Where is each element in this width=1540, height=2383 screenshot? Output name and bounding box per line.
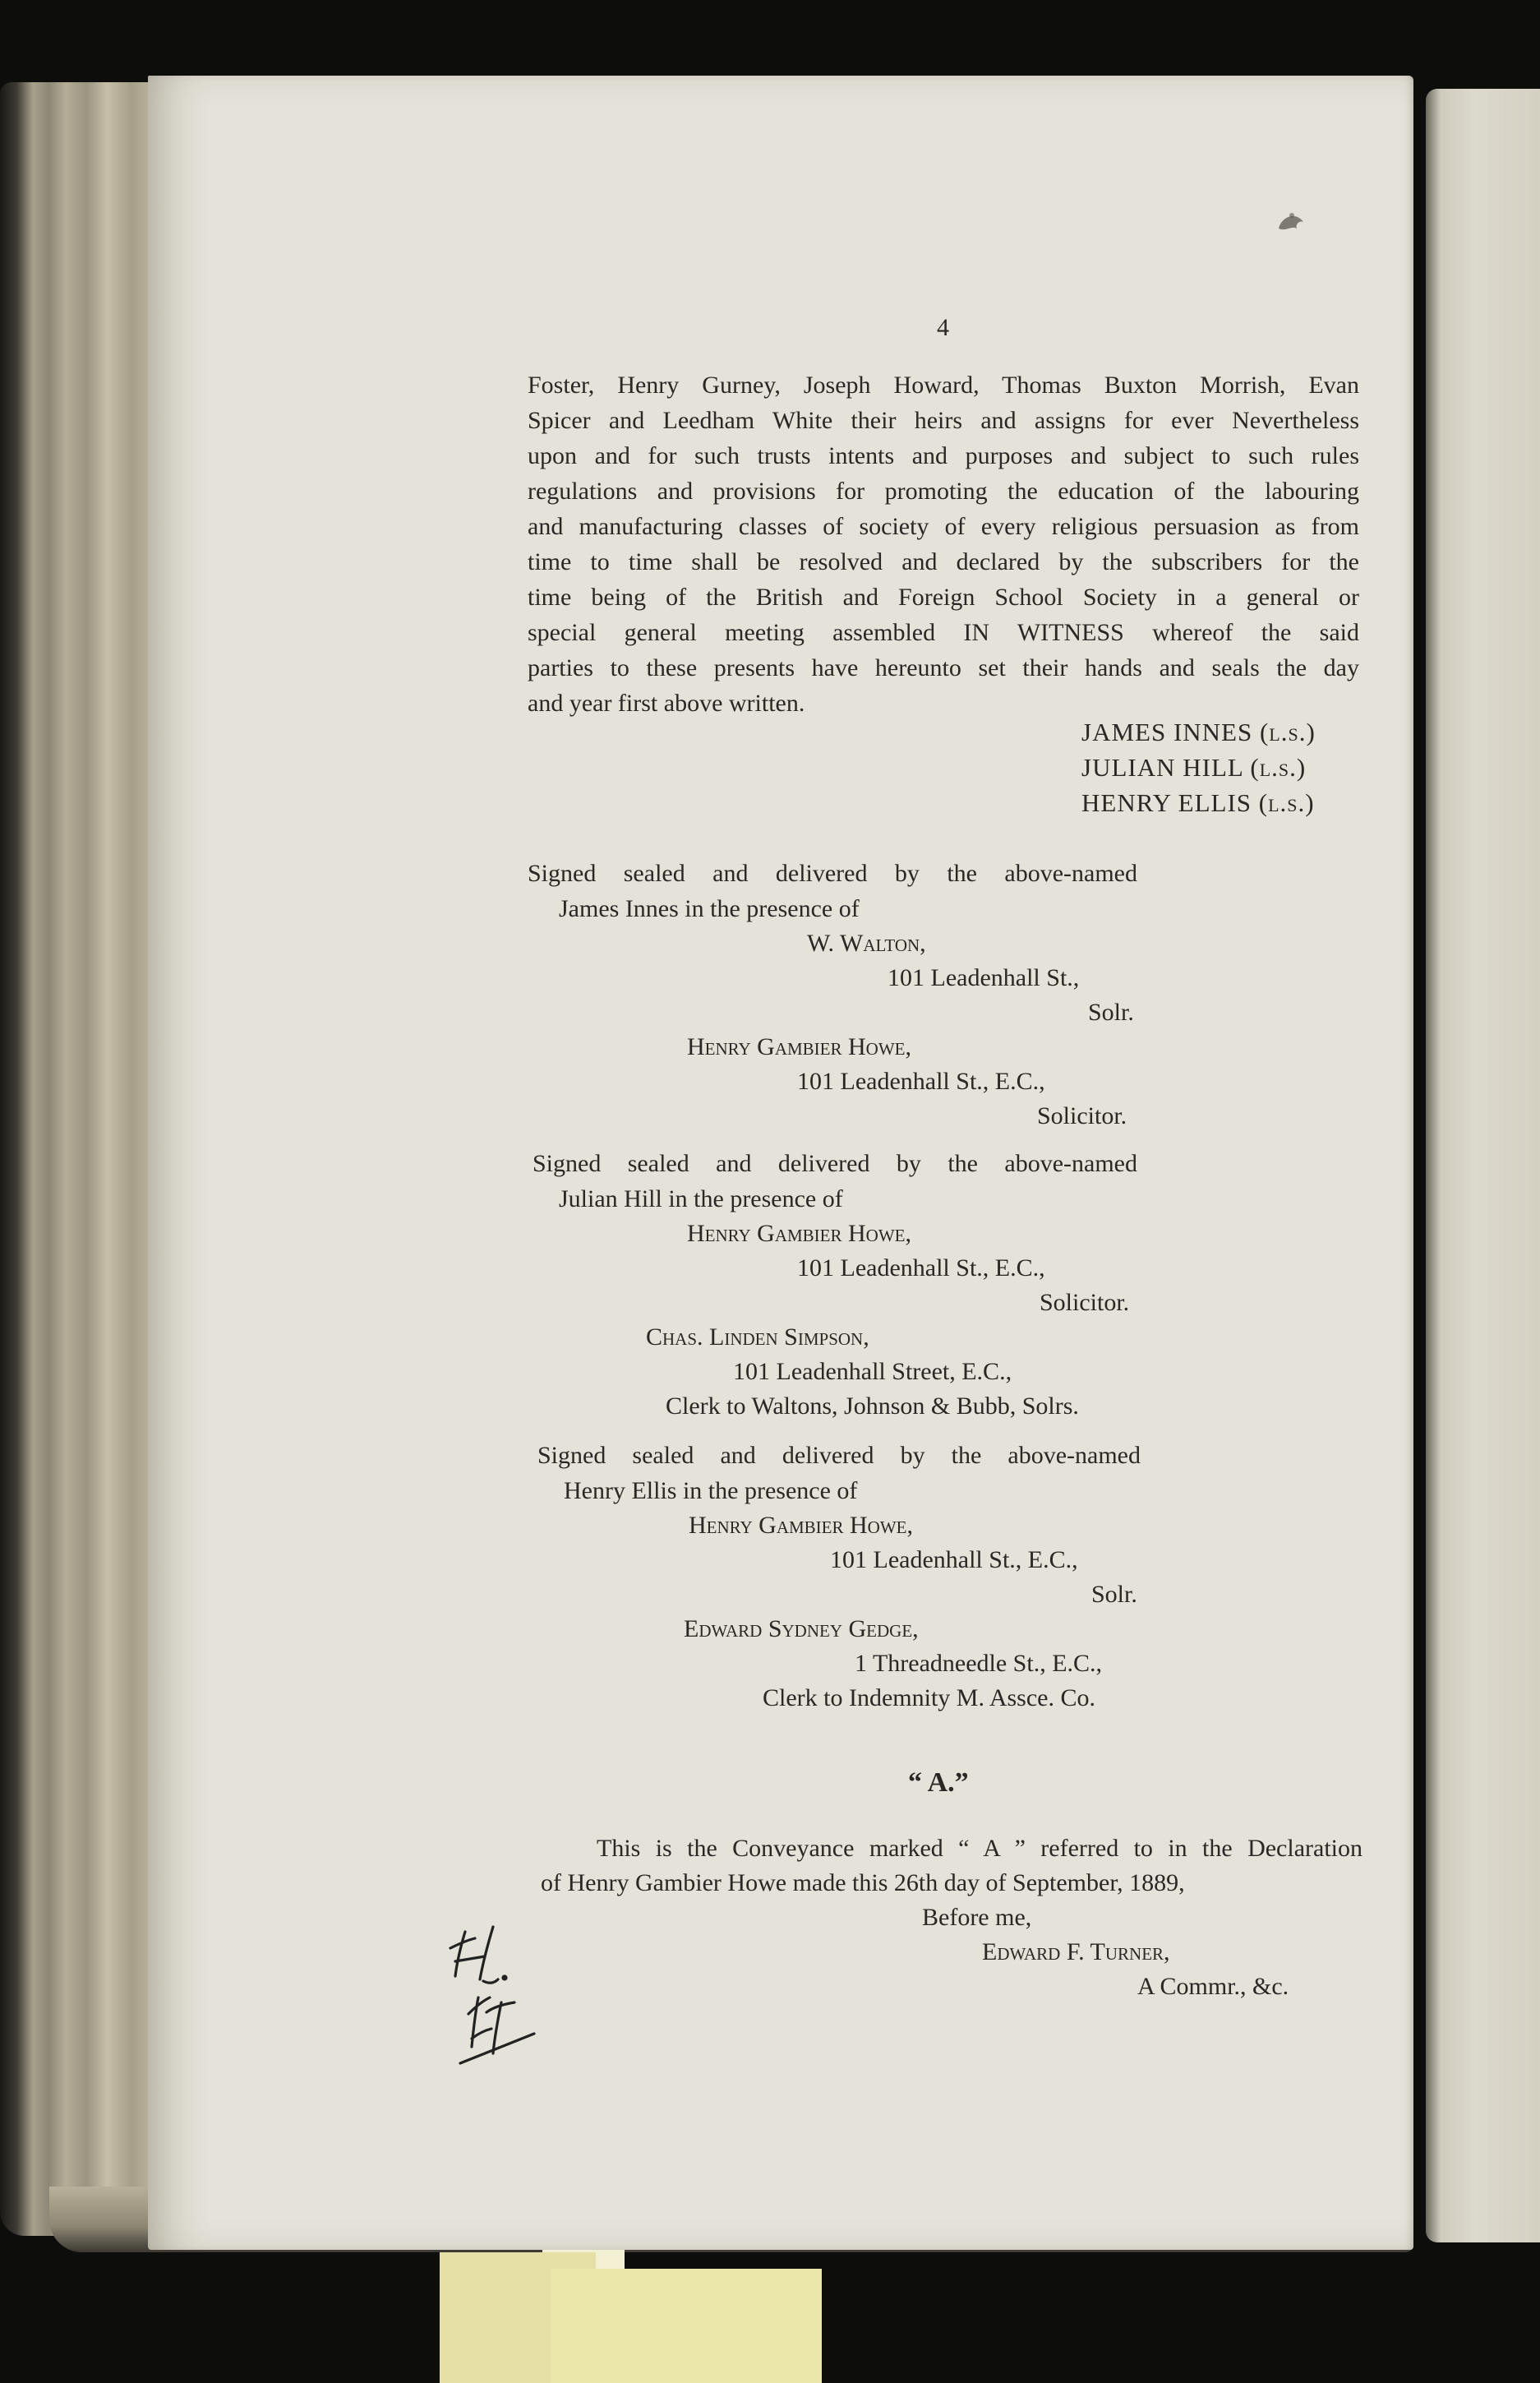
commissioner-name: Edward F. Turner, [982,1938,1170,1965]
witness-address: 101 Leadenhall Street, E.C., [733,1358,1012,1385]
signatory-name: JULIAN HILL (l.s.) [1081,753,1307,782]
witness-role: Clerk to Indemnity M. Assce. Co. [763,1684,1095,1711]
witness-name: W. Walton, [807,930,926,957]
paper-tab [551,2269,822,2383]
witness-role: Solr. [1091,1581,1137,1608]
witness-address: 101 Leadenhall St., E.C., [830,1546,1078,1573]
attestation-line: Signed sealed and delivered by the above-named [537,1442,1141,1469]
exhibit-line: This is the Conveyance marked “ A ” referred to in the Declaration [597,1835,1362,1862]
attestation-line: Henry Ellis in the presence of [564,1477,858,1504]
body-line: and year first above written. [528,690,805,717]
witness-address: 1 Threadneedle St., E.C., [855,1650,1103,1677]
body-line: parties to these presents have hereunto set their hands and seals the day [528,654,1359,681]
body-line: special general meeting assembled IN WITNESS whereof the said [528,619,1359,646]
handwritten-initials-icon [436,1915,567,2080]
exhibit-mark: “ A.” [908,1767,969,1798]
body-line: upon and for such trusts intents and purposes and subject to such rules [528,442,1359,469]
facing-page-edge [1426,89,1540,2242]
attestation-line: Signed sealed and delivered by the above-named [533,1150,1137,1177]
body-line: time being of the British and Foreign School Society in a general or [528,584,1359,611]
witness-role: Solicitor. [1037,1102,1127,1129]
body-line: Foster, Henry Gurney, Joseph Howard, Thomas Buxton Morrish, Evan [528,372,1359,399]
witness-role: Clerk to Waltons, Johnson & Bubb, Solrs. [666,1392,1079,1420]
exhibit-before: Before me, [922,1904,1032,1931]
witness-address: 101 Leadenhall St., [888,964,1080,991]
witness-role: Solicitor. [1040,1289,1130,1316]
signatory-name: HENRY ELLIS (l.s.) [1081,788,1315,817]
witness-name: Henry Gambier Howe, [687,1033,911,1060]
page-number: 4 [937,314,949,341]
witness-role: Solr. [1088,999,1134,1026]
witness-name: Henry Gambier Howe, [687,1220,911,1247]
witness-address: 101 Leadenhall St., E.C., [797,1254,1045,1282]
witness-name: Chas. Linden Simpson, [646,1323,869,1351]
witness-name: Henry Gambier Howe, [689,1512,913,1539]
body-line: Spicer and Leedham White their heirs and assigns for ever Nevertheless [528,407,1359,434]
library-stamp-icon [1272,204,1312,243]
body-line: regulations and provisions for promoting the education of the labouring [528,478,1359,505]
witness-name: Edward Sydney Gedge, [684,1615,919,1642]
attestation-line: Julian Hill in the presence of [559,1185,843,1212]
body-line: time to time shall be resolved and declared by the subscribers for the [528,548,1359,575]
body-line: and manufacturing classes of society of every religious persuasion as from [528,513,1359,540]
signatory-name: JAMES INNES (l.s.) [1081,718,1316,746]
exhibit-line: of Henry Gambier Howe made this 26th day of September, 1889, [541,1869,1185,1896]
witness-address: 101 Leadenhall St., E.C., [797,1068,1045,1095]
attestation-line: James Innes in the presence of [559,895,860,922]
commissioner-title: A Commr., &c. [1137,1973,1289,2000]
book-page-edges [0,82,173,2236]
attestation-line: Signed sealed and delivered by the above-named [528,860,1137,887]
